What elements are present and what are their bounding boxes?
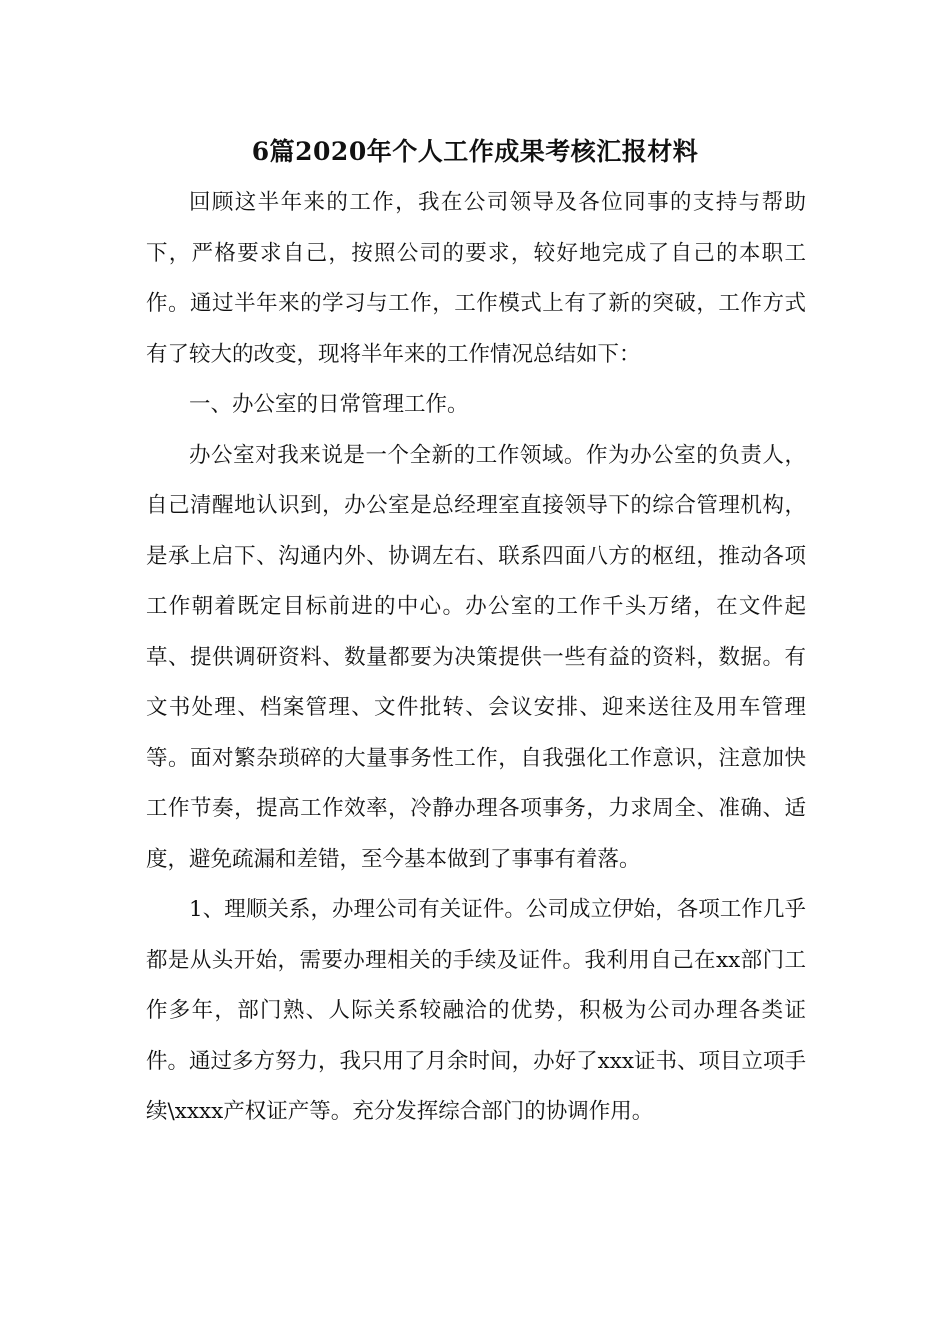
section-heading-office-management: 一、办公室的日常管理工作。 [189,392,469,417]
document-title: 6篇2020年个人工作成果考核汇报材料 [251,137,699,166]
paragraph-intro: 回顾这半年来的工作，我在公司领导及各位同事的支持与帮助下，严格要求自己，按照公司的要求，较好地完成了自己的本职工作。通过半年来的学习与工作，工作模式上有了新的突破，工作方式有了较大的改变，现将半年来的工作情况总结如下： [146,190,806,367]
paragraph-item-1-certificates: 1、理顺关系，办理公司有关证件。公司成立伊始，各项工作几乎都是从头开始，需要办理相关的手续及证件。我利用自己在xx部门工作多年，部门熟、人际关系较融洽的优势，积极为公司办理各类证件。通过多方努力，我只用了月余时间，办好了xxx证书、项目立项手续\xxxx产权证产等。充分发挥综合部门的协调作用。 [146,897,806,1124]
paragraph-office-overview: 办公室对我来说是一个全新的工作领域。作为办公室的负责人，自己清醒地认识到，办公室是总经理室直接领导下的综合管理机构，是承上启下、沟通内外、协调左右、联系四面八方的枢纽，推动各项工作朝着既定目标前进的中心。办公室的工作千头万绪，在文件起草、提供调研资料、数量都要为决策提供一些有益的资料，数据。有文书处理、档案管理、文件批转、会议安排、迎来送往及用车管理等。面对繁杂琐碎的大量事务性工作，自我强化工作意识，注意加快工作节奏，提高工作效率，冷静办理各项事务，力求周全、准确、适度，避免疏漏和差错，至今基本做到了事事有着落。 [146,442,806,872]
document-body [146,178,806,1138]
